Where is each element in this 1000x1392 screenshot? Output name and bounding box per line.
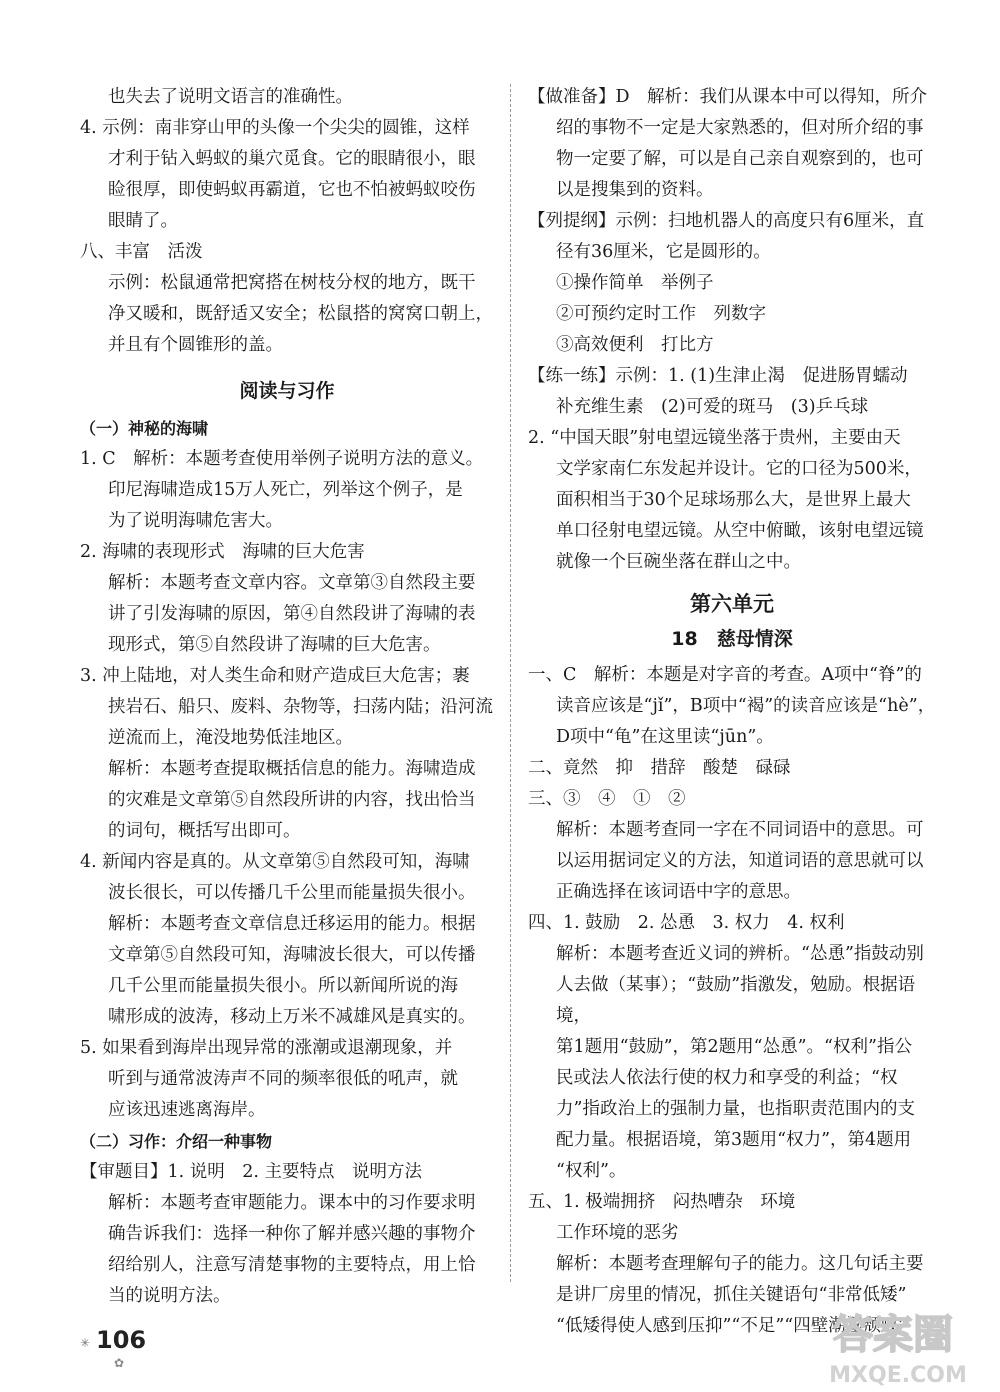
text-line: 并且有个圆锥形的盖。 — [108, 335, 283, 355]
text-line: ②可预约定时工作 列数字 — [556, 304, 766, 324]
text-line: 讲了引发海啸的原因，第④自然段讲了海啸的表 — [108, 604, 476, 624]
text-line: 正确选择在该词语中字的意思。 — [556, 882, 801, 902]
text-line: 3. 冲上陆地，对人类生命和财产造成巨大危害；裹 — [80, 666, 470, 686]
text-line: 净又暖和，既舒适又安全；松鼠搭的窝窝口朝上， — [108, 304, 493, 324]
text-line: 当的说明方法。 — [108, 1286, 231, 1306]
text-line: 应该迅速逃离海岸。 — [108, 1100, 266, 1120]
text-line: 物一定要了解，可以是自己亲自观察到的，也可 — [556, 149, 924, 169]
right-column — [528, 82, 936, 1342]
subsection-title: （二）习作：介绍一种事物 — [80, 1132, 273, 1151]
text-line: ①操作简单 举例子 — [556, 273, 714, 293]
text-line: 人去做（某事）；“鼓励”指激发，勉励。根据语境， — [556, 975, 916, 1026]
text-line: 读音应该是“jǐ”，B项中“褐”的读音应该是“hè”， — [556, 696, 936, 716]
column-divider — [510, 84, 511, 1282]
text-line: 绍的事物不一定是大家熟悉的，但对所介绍的事 — [556, 118, 924, 138]
page-number: 106 — [96, 1326, 147, 1354]
text-line: 现形式，第⑤自然段讲了海啸的巨大危害。 — [108, 635, 441, 655]
text-line: 解析：本题考查提取概括信息的能力。海啸造成 — [108, 759, 476, 779]
text-line: 几千公里而能量损失很小。所以新闻所说的海 — [108, 976, 458, 996]
text-line: “低矮得使人感到压抑”“不足”“四壁潮湿颓败” — [556, 1316, 908, 1336]
watermark-url: MXQE.COM — [829, 1363, 967, 1388]
watermark-logo — [798, 1302, 988, 1390]
text-line: “权利”。 — [556, 1161, 627, 1181]
text-line: 解析：本题考查审题能力。课本中的习作要求明 — [108, 1193, 476, 1213]
left-column — [80, 82, 494, 1312]
text-line: 单口径射电望远镜。从空中俯瞰，该射电望远镜 — [556, 521, 924, 541]
text-line: 2. “中国天眼”射电望远镜坐落于贵州，主要由天 — [528, 428, 901, 448]
text-line: 面积相当于30个足球场那么大，是世界上最大 — [556, 490, 911, 510]
text-line: 径有36厘米，它是圆形的。 — [556, 242, 771, 262]
text-line: 四、1. 鼓励 2. 怂恿 3. 权力 4. 权利 — [528, 913, 845, 933]
text-line: 解析：本题考查文章信息迁移运用的能力。根据 — [108, 914, 476, 934]
text-line: 为了说明海啸危害大。 — [108, 511, 283, 531]
flower-icon: ✿ — [114, 1356, 125, 1370]
text-line: ③高效便利 打比方 — [556, 335, 714, 355]
subsection-title: （一）神秘的海啸 — [80, 419, 209, 438]
text-line: 第1题用“鼓励”，第2题用“怂恿”。“权利”指公 — [556, 1037, 912, 1057]
text-line: 【练一练】示例：1. (1)生津止渴 促进肠胃蠕动 — [528, 366, 908, 386]
text-line: 解析：本题考查文章内容。文章第③自然段主要 — [108, 573, 476, 593]
text-line: 解析：本题考查理解句子的能力。这几句话主要 — [556, 1254, 924, 1274]
text-line: 逆流而上，淹没地势低洼地区。 — [108, 728, 353, 748]
text-line: 就像一个巨碗坐落在群山之中。 — [556, 552, 801, 572]
text-line: 啸形成的波涛，移动上万米不减雄风是真实的。 — [108, 1007, 476, 1027]
text-line: 眼睛了。 — [108, 211, 178, 231]
text-line: 波长很长，可以传播几千公里而能量损失很小。 — [108, 883, 476, 903]
text-line: 以是搜集到的资料。 — [556, 180, 714, 200]
text-line: 听到与通常波涛声不同的频率很低的吼声，就 — [108, 1069, 458, 1089]
text-line: 【审题目】1. 说明 2. 主要特点 说明方法 — [80, 1162, 423, 1182]
text-line: 1. C 解析：本题考查使用举例子说明方法的意义。 — [80, 449, 484, 469]
text-line: 4. 示例：南非穿山甲的头像一个尖尖的圆锥，这样 — [80, 118, 470, 138]
text-line: 解析：本题考查近义词的辨析。“怂恿”指鼓动别 — [556, 944, 924, 964]
text-line: 的词句，概括写出即可。 — [108, 821, 301, 841]
text-line: 4. 新闻内容是真的。从文章第⑤自然段可知，海啸 — [80, 852, 470, 872]
text-line: 五、1. 极端拥挤 闷热嘈杂 环境 — [528, 1192, 796, 1212]
text-line: 示例：松鼠通常把窝搭在树枝分杈的地方，既干 — [108, 273, 476, 293]
watermark-text: 答案圈 — [833, 1312, 953, 1358]
text-line: 也失去了说明文语言的准确性。 — [108, 87, 353, 107]
text-line: 5. 如果看到海岸出现异常的涨潮或退潮现象，并 — [80, 1038, 453, 1058]
text-line: 是讲厂房里的情况，抓住关键语句“非常低矮” — [556, 1285, 907, 1305]
lesson-title: 18 慈母情深 — [671, 628, 793, 650]
text-line: 印尼海啸造成15万人死亡，列举这个例子，是 — [108, 480, 463, 500]
text-line: 工作环境的恶劣 — [556, 1223, 679, 1243]
text-line: 以运用据词定义的方法，知道词语的意思就可以 — [556, 851, 924, 871]
text-line: 三、③ ④ ① ② — [528, 789, 686, 809]
text-line: D项中“龟”在这里读“jūn”。 — [556, 727, 774, 747]
unit-title: 第六单元 — [690, 592, 774, 616]
text-line: 才利于钻入蚂蚁的巢穴觅食。它的眼睛很小，眼 — [108, 149, 476, 169]
text-line: 解析：本题考查同一字在不同词语中的意思。可 — [556, 820, 924, 840]
text-line: 确告诉我们：选择一种你了解并感兴趣的事物介 — [108, 1224, 476, 1244]
text-line: 配力量。根据语境，第3题用“权力”，第4题用 — [556, 1130, 912, 1150]
text-line: 八、丰富 活泼 — [80, 242, 203, 262]
text-line: 文学家南仁东发起并设计。它的口径为500米， — [556, 459, 922, 479]
section-title: 阅读与习作 — [239, 380, 335, 402]
text-line: 2. 海啸的表现形式 海啸的巨大危害 — [80, 542, 365, 562]
text-line: 【列提纲】示例：扫地机器人的高度只有6厘米，直 — [528, 211, 925, 231]
page-dots-ornament: ✳ — [80, 1336, 91, 1350]
text-line: 二、竟然 抑 措辞 酸楚 碌碌 — [528, 758, 791, 778]
text-line: 【做准备】D 解析：我们从课本中可以得知，所介 — [528, 87, 928, 107]
text-line: 绍给别人，注意写清楚事物的主要特点，用上恰 — [108, 1255, 476, 1275]
text-line: 力”指政治上的强制力量，也指职责范围内的支 — [556, 1099, 915, 1119]
text-line: 的灾难是文章第⑤自然段所讲的内容，找出恰当 — [108, 790, 476, 810]
text-line: 补充维生素 (2)可爱的斑马 (3)乒乓球 — [556, 397, 869, 417]
text-line: 睑很厚，即使蚂蚁再霸道，它也不怕被蚂蚁咬伤 — [108, 180, 476, 200]
text-line: 一、C 解析：本题是对字音的考查。A项中“脊”的 — [528, 665, 922, 685]
text-line: 挟岩石、船只、废料、杂物等，扫荡内陆；沿河流 — [108, 697, 493, 717]
text-line: 民或法人依法行使的权力和享受的利益；“权 — [556, 1068, 898, 1088]
text-line: 文章第⑤自然段可知，海啸波长很大，可以传播 — [108, 945, 476, 965]
